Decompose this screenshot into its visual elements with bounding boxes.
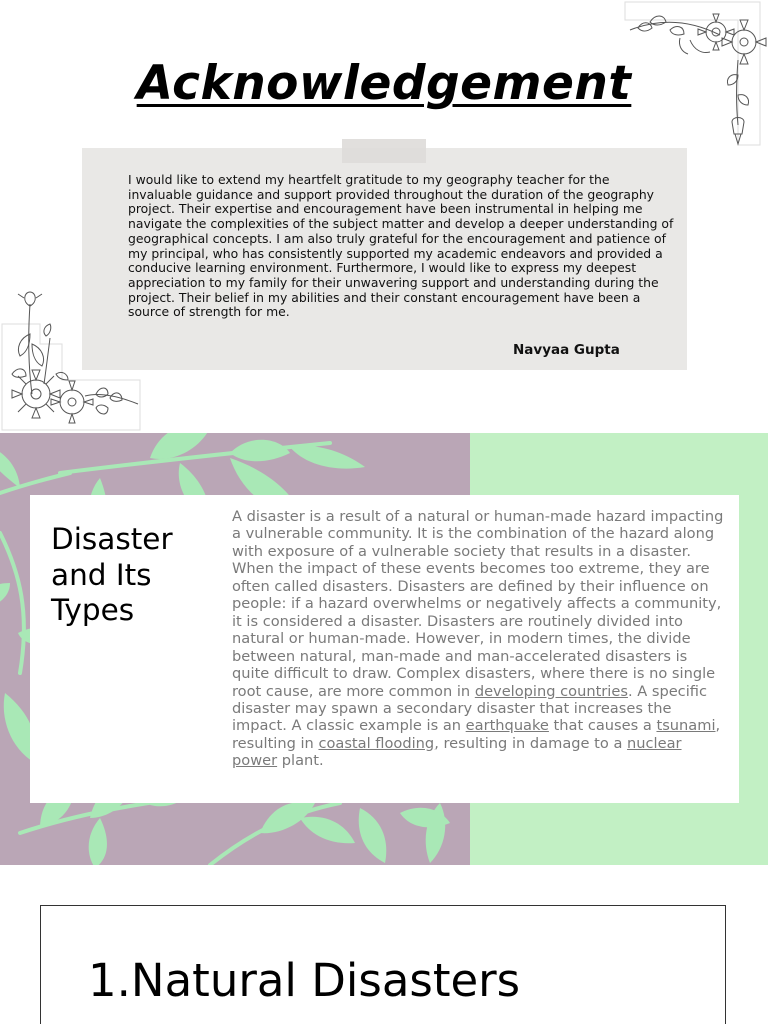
body-text: , resulting in damage to a — [434, 734, 628, 752]
acknowledgement-text: I would like to extend my heartfelt gratitude to my geography teacher for the invaluable guidance and support provided throughout the duration of the geography project. Their expertise and encouragement have been instrumental in helping me navigate the complexities of the subject matter and develop a deeper understanding of geographical concepts. I am also truly grateful for the encouragement and patience of my principal, who has consistently supported my academic endeavors and provided a conducive learning environment. Furthermore, I would like to express my deepest appreciation to my family for their unwavering support and understanding during the project. Their belief in my abilities and their constant encouragement have been a source of strength for me. — [128, 172, 674, 320]
inline-link[interactable]: coastal flooding — [318, 734, 435, 752]
section-title: Disaster and Its Types — [51, 522, 173, 627]
body-text: plant. — [277, 752, 324, 770]
natural-disasters-title: 1.Natural Disasters — [88, 954, 521, 1007]
page-title: Acknowledgement — [136, 56, 632, 111]
body-text: A disaster is a result of a natural or human-made hazard impacting a vulnerable community. It is the combination of the hazard along with exposure of a vulnerable society that results in a disaster. When the impact of these events becomes too extreme, they are often called disasters. Disasters are defined by their influence on people: if a hazard overwhelms or negatively affects a community, it is considered a disaster. Disasters are routinely divided into natural or human-made. However, in modern times, the divide between natural, man-made and man-accelerated disasters is quite difficult to draw. Complex disasters, where there is no single root cause, are more common in — [232, 508, 724, 700]
inline-link[interactable]: nuclear power — [232, 734, 682, 770]
disaster-description — [232, 508, 724, 770]
body-text: that causes a — [548, 717, 657, 735]
floral-corner-icon — [0, 284, 148, 432]
signature: Navyaa Gupta — [513, 342, 620, 358]
body-text: . A specific disaster may spawn a secondary disaster that increases the impact. A classic example is an — [232, 682, 707, 735]
acknowledgement-slide — [0, 0, 768, 432]
natural-disasters-slide — [0, 866, 768, 1024]
floral-corner-icon — [620, 0, 768, 150]
inline-link[interactable]: earthquake — [465, 717, 549, 735]
inline-link[interactable]: developing countries — [474, 682, 628, 700]
inline-link[interactable]: tsunami — [656, 717, 716, 735]
tape-strip — [342, 139, 426, 163]
body-text: , resulting in — [232, 717, 721, 752]
